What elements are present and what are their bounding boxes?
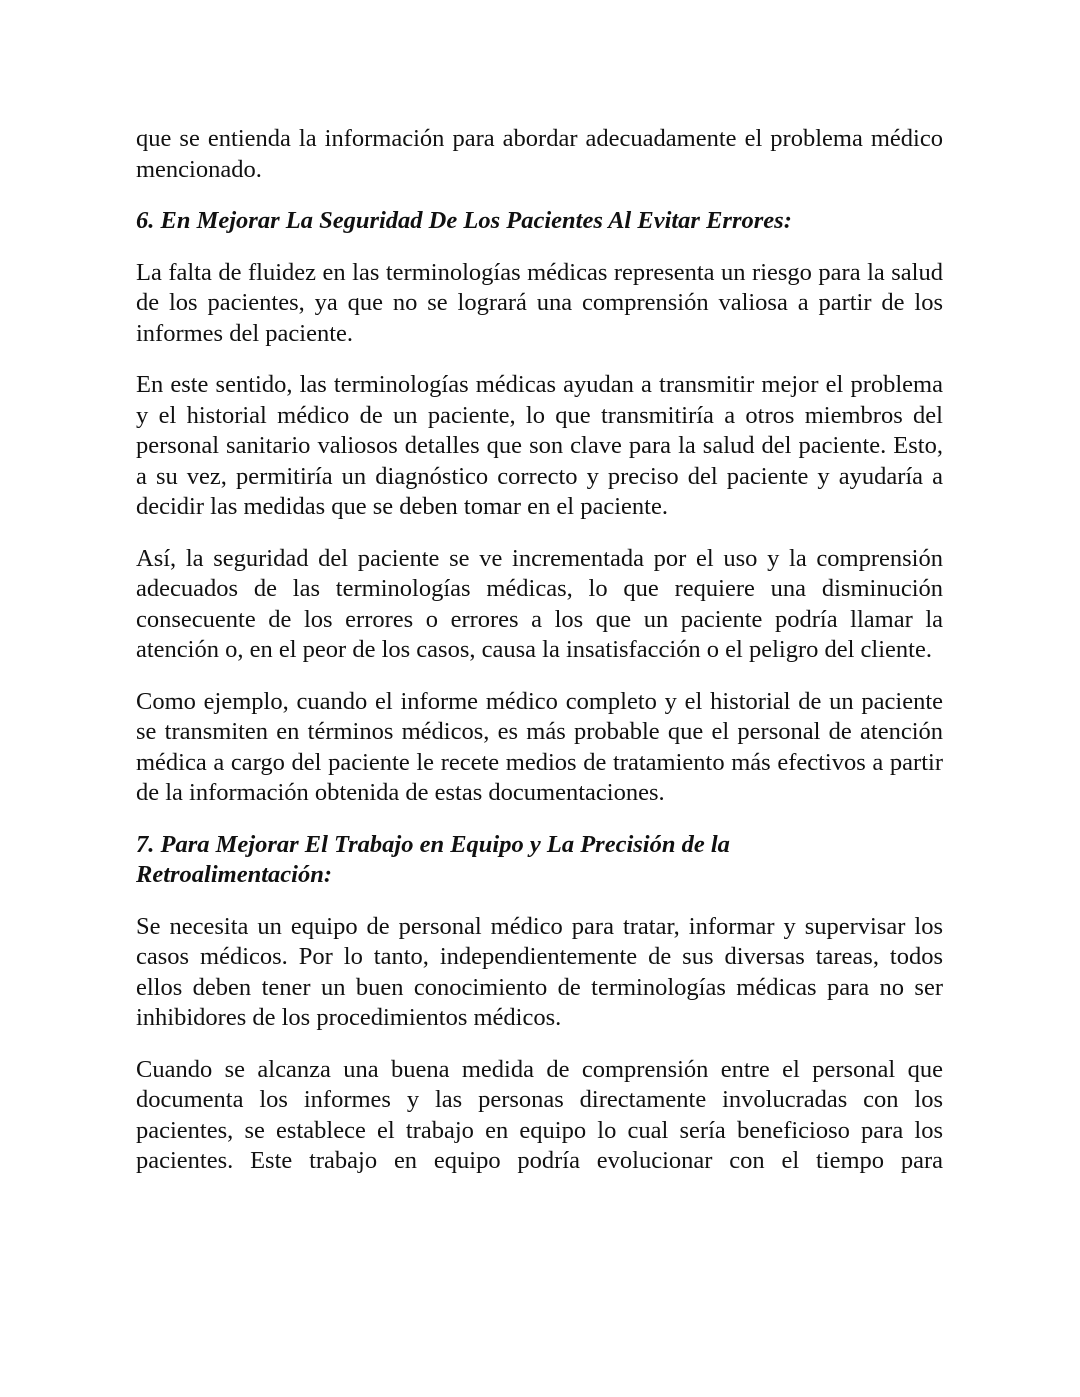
paragraph: Se necesita un equipo de personal médico para tratar, informar y supervisar los casos médicos. Por lo tanto, independientemente de sus diversas tareas, todos ellos deben tener un buen conocimiento de terminologías médicas para no ser inhibidores de los procedimientos médicos. — [136, 912, 943, 1031]
section-6-heading: 6. En Mejorar La Seguridad De Los Pacientes Al Evitar Errores: — [136, 207, 792, 234]
document-page — [136, 124, 943, 1198]
paragraph-continued: que se entienda la información para abordar adecuadamente el problema médico mencionado. — [136, 125, 943, 183]
paragraph: La falta de fluidez en las terminologías médicas representa un riesgo para la salud de los pacientes, ya que no se logrará una comprensión valiosa a partir de los informes del paciente. — [136, 258, 943, 347]
paragraph: En este sentido, las terminologías médicas ayudan a transmitir mejor el problema y el historial médico de un paciente, lo que transmitiría a otros miembros del personal sanitario valiosos detalles que son clave para la salud del paciente. Esto, a su vez, permitiría un diagnóstico correcto y preciso del paciente y ayudaría a decidir las medidas que se deben tomar en el paciente. — [136, 371, 943, 520]
paragraph: Así, la seguridad del paciente se ve incrementada por el uso y la comprensión adecuados de las terminologías médicas, lo que requiere una disminución consecuente de los errores o errores a los que un paciente podría llamar la atención o, en el peor de los casos, causa la insatisfacción o el peligro del cliente. — [136, 544, 943, 663]
heading-line: Retroalimentación: — [136, 861, 332, 888]
heading-line: 7. Para Mejorar El Trabajo en Equipo y La Precisión de la — [136, 830, 730, 858]
paragraph: Cuando se alcanza una buena medida de comprensión entre el personal que documenta los informes y las personas directamente involucradas con los pacientes, se establece el trabajo en equipo lo cual sería beneficioso para los pacientes. Este trabajo en equipo podría evolucionar con el tiempo para — [136, 1055, 943, 1174]
paragraph: Como ejemplo, cuando el informe médico completo y el historial de un paciente se transmiten en términos médicos, es más probable que el personal de atención médica a cargo del paciente le recete medios de tratamiento más efectivos a partir de la información obtenida de estas documentaciones. — [136, 687, 943, 806]
section-7-heading — [136, 830, 943, 891]
